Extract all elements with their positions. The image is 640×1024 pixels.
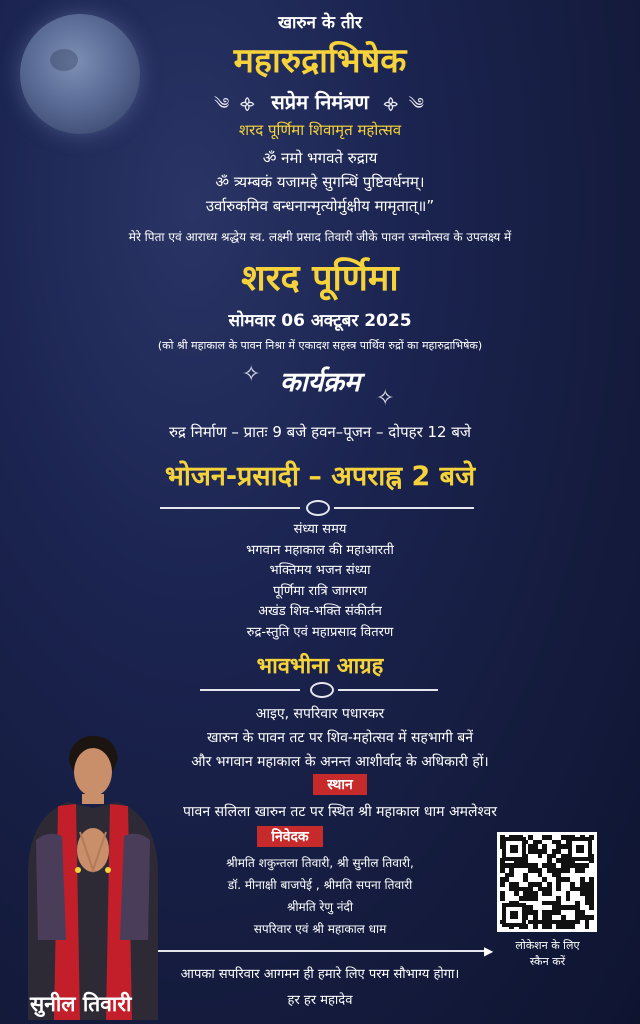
invitors-label-wrap [160, 826, 420, 847]
qr-caption [490, 938, 605, 970]
sparkle-icon: ✧ [242, 362, 261, 387]
event-name: शरद पूर्णिमा [241, 258, 399, 299]
festival-name: शरद पूर्णिमा शिवामृत महोत्सव [238, 121, 402, 139]
appeal-line-2: खारुन के पावन तट पर शिव-महोत्सव में सहभागी बनें [206, 730, 474, 746]
invitor-line: सपरिवार एवं श्री महाकाल धाम [253, 922, 387, 936]
left-flourish-icon: ༄ ᯽ [214, 94, 259, 113]
top-line: खारुन के तीर [278, 13, 362, 33]
sparkle-icon: ✧ [376, 386, 395, 411]
footer-welcome: आपका सपरिवार आगमन ही हमारे लिए परम सौभाग्य होगा। [180, 967, 460, 982]
divider-line [338, 689, 438, 691]
program-heading: कार्यक्रम [279, 367, 361, 398]
invitor-line: श्रीमति रेणु नंदी [286, 900, 354, 914]
bhojan-prasadi: भोजन-प्रसादी – अपराह्न 2 बजे [164, 461, 476, 492]
venue-label: स्थान [313, 774, 367, 795]
invitors-label: निवेदक [257, 826, 322, 847]
list-item: भगवान महाकाल की महाआरती [246, 542, 394, 558]
main-title: महारुद्राभिषेक [233, 41, 407, 81]
qr-module [589, 924, 594, 929]
dedication-text: मेरे पिता एवं आराध्य श्रद्धेय स्व. लक्ष्मी प्रसाद तिवारी जीके पावन जन्मोत्सव के उपलक्ष्य में [128, 230, 512, 244]
footer-divider [150, 950, 490, 952]
appeal-line-1: आइए, सपरिवार पधारकर [255, 706, 385, 722]
appeal-line-3: और भगवान महाकाल के अनन्त आशीर्वाद के अधिकारी हों। [191, 754, 489, 770]
list-item: अखंड शिव-भक्ति संकीर्तन [258, 604, 382, 619]
qr-finder-icon [568, 837, 592, 861]
host-signature: सुनील तिवारी [30, 992, 132, 1016]
event-date: सोमवार 06 अक्टूबर 2025 [228, 311, 412, 331]
invitor-line: श्रीमति शकुन्तला तिवारी, श्री सुनील तिवारी, [226, 856, 414, 870]
invitors-list [170, 852, 470, 940]
mantra-line-2: ॐ त्र्यम्बकं यजामहे सुगन्धिं पुष्टिवर्धनम्। [215, 173, 425, 191]
qr-caption-line: स्कैन करें [529, 955, 566, 968]
qr-finder-icon [502, 903, 526, 927]
program-schedule: रुद्र निर्माण – प्रातः 9 बजे हवन–पूजन – दोपहर 12 बजे [168, 423, 472, 441]
event-note: (को श्री महाकाल के पावन निश्रा में एकादश सहस्त्र पार्थिव रुद्रों का महारुद्राभिषेक) [157, 339, 483, 352]
host-portrait [18, 720, 168, 1020]
evening-program-list [0, 520, 640, 643]
right-flourish-icon: ᯽ ༄ [381, 94, 426, 113]
list-item: रुद्र-स्तुति एवं महाप्रसाद वितरण [246, 624, 394, 640]
divider-ornament-icon [306, 500, 330, 516]
divider-line [200, 689, 300, 691]
divider-ornament-icon [310, 682, 334, 698]
qr-caption-line: लोकेशन के लिए [515, 939, 580, 952]
list-item: संध्या समय [293, 522, 347, 537]
mantra-line-3: उर्वारुकमिव बन्धनान्मृत्योर्मुक्षीय मामृतात्॥” [205, 197, 435, 215]
invitor-line: डॉ. मीनाक्षी बाजपेई , श्रीमति सपना तिवारी [227, 878, 413, 892]
mantra-line-1: ॐ नमो भगवते रुद्राय [262, 149, 378, 167]
appeal-heading: भावभीना आग्रह [256, 654, 384, 679]
divider-line [160, 507, 300, 509]
invite-text: सप्रेम निमंत्रण [271, 90, 369, 114]
divider-line [334, 507, 474, 509]
list-item: भक्तिमय भजन संध्या [269, 563, 371, 578]
arrow-right-icon: ▶ [484, 944, 494, 958]
footer-greeting: हर हर महादेव [287, 993, 353, 1008]
list-item: पूर्णिमा रात्रि जागरण [273, 583, 367, 599]
qr-finder-icon [502, 837, 526, 861]
venue-text: पावन सलिला खारुन तट पर स्थित श्री महाकाल धाम अमलेश्वर [182, 804, 497, 820]
